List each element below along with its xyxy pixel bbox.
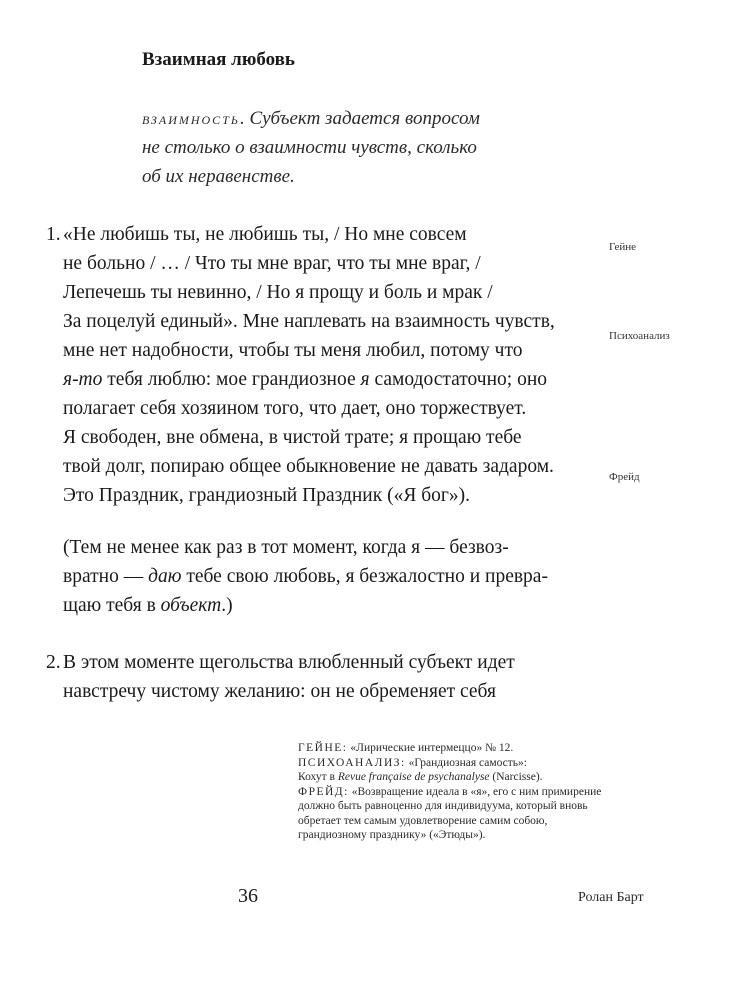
epigraph-line: об их неравенстве.	[142, 166, 295, 187]
text-line	[46, 648, 515, 677]
footnote-key: ФРЕЙД:	[298, 785, 349, 798]
line-text: тебя люблю: мое грандиозное	[102, 369, 361, 390]
text-line: полагает себя хозяином того, что дает, оно торжествует.	[63, 398, 527, 419]
text-line: Я свободен, вне обмена, в чистой трате; я прощаю тебе	[63, 427, 522, 448]
footnote-line: обретает тем самым удовлетворение самим собою,	[298, 814, 548, 827]
text-line: (Тем не менее как раз в тот момент, когда я — безвоз-	[63, 537, 509, 558]
emphasis: даю	[148, 566, 182, 587]
text-line: навстречу чистому желанию: он не обременяет себя	[63, 681, 496, 702]
emphasis: я	[360, 369, 370, 390]
footnote-key: ПСИХОАНАЛИЗ:	[298, 756, 406, 769]
text-line: Это Праздник, грандиозный Праздник («Я бог»).	[63, 485, 471, 506]
footnote-text: Кохут в	[298, 771, 338, 783]
text-line: твой долг, попираю общее обыкновение не давать задаром.	[63, 456, 554, 477]
footnotes	[298, 741, 601, 843]
text-line: мне нет надобности, чтобы ты меня любил, потому что	[63, 340, 523, 361]
footnote-psychoanalysis	[298, 756, 601, 771]
footnote-text: «Лирические интермеццо» № 12.	[347, 742, 514, 754]
text-line	[46, 220, 555, 249]
epigraph-text: . Субъект задается вопросом	[239, 108, 480, 129]
margin-note-psychoanalysis: Психоанализ	[609, 330, 670, 342]
section-number: 1.	[46, 224, 61, 245]
section-1	[46, 220, 555, 510]
footnote-text: (Narcisse).	[489, 771, 543, 783]
text-line: не больно / … / Что ты мне враг, что ты мне враг, /	[63, 253, 481, 274]
page-number: 36	[238, 885, 258, 907]
footnote-key: ГЕЙНЕ:	[298, 742, 348, 754]
section-number: 2.	[46, 652, 61, 673]
footnote-kohut	[298, 770, 601, 785]
epigraph	[142, 104, 480, 191]
line-text: самодостаточно; оно	[369, 369, 547, 390]
epigraph-line: не столько о взаимности чувств, сколько	[142, 137, 477, 158]
line-text: .)	[221, 595, 233, 616]
journal-title: Revue française de psychanalyse	[337, 771, 490, 783]
parenthetical-note	[46, 533, 548, 620]
line-text: В этом моменте щегольства влюбленный субъект идет	[63, 652, 515, 673]
margin-note-heine: Гейне	[609, 241, 637, 253]
line-text: вратно —	[63, 566, 149, 587]
text-line	[46, 365, 555, 394]
section-2	[46, 648, 515, 706]
line-text: «Не любишь ты, не любишь ты, / Но мне совсем	[63, 224, 467, 245]
footnote-line: грандиозному празднику» («Этюды»).	[298, 829, 486, 841]
emphasis: я-то	[63, 369, 103, 390]
footnote-heine	[298, 741, 601, 756]
footnote-text: «Грандиозная самость»:	[405, 756, 527, 769]
epigraph-line	[142, 104, 480, 133]
text-line	[46, 562, 548, 591]
footnote-text: «Возвращение идеала в «я», его с ним примирение	[348, 785, 602, 798]
text-line: За поцелуй единый». Мне наплевать на взаимность чувств,	[63, 311, 555, 332]
text-line: Лепечешь ты невинно, / Но я прощу и боль и мрак /	[63, 282, 493, 303]
line-text: тебе свою любовь, я безжалостно и превра-	[181, 566, 548, 587]
footnote-freud	[298, 785, 601, 800]
emphasis: объект	[160, 595, 222, 616]
line-text: щаю тебя в	[63, 595, 161, 616]
chapter-heading: Взаимная любовь	[142, 49, 295, 70]
margin-note-freud: Фрейд	[609, 471, 640, 483]
footnote-line: должно быть равноценно для индивидуума, который вновь	[298, 800, 588, 812]
text-line	[46, 591, 548, 620]
running-footer-author: Ролан Барт	[578, 890, 644, 905]
epigraph-term: взаимность	[142, 109, 240, 128]
